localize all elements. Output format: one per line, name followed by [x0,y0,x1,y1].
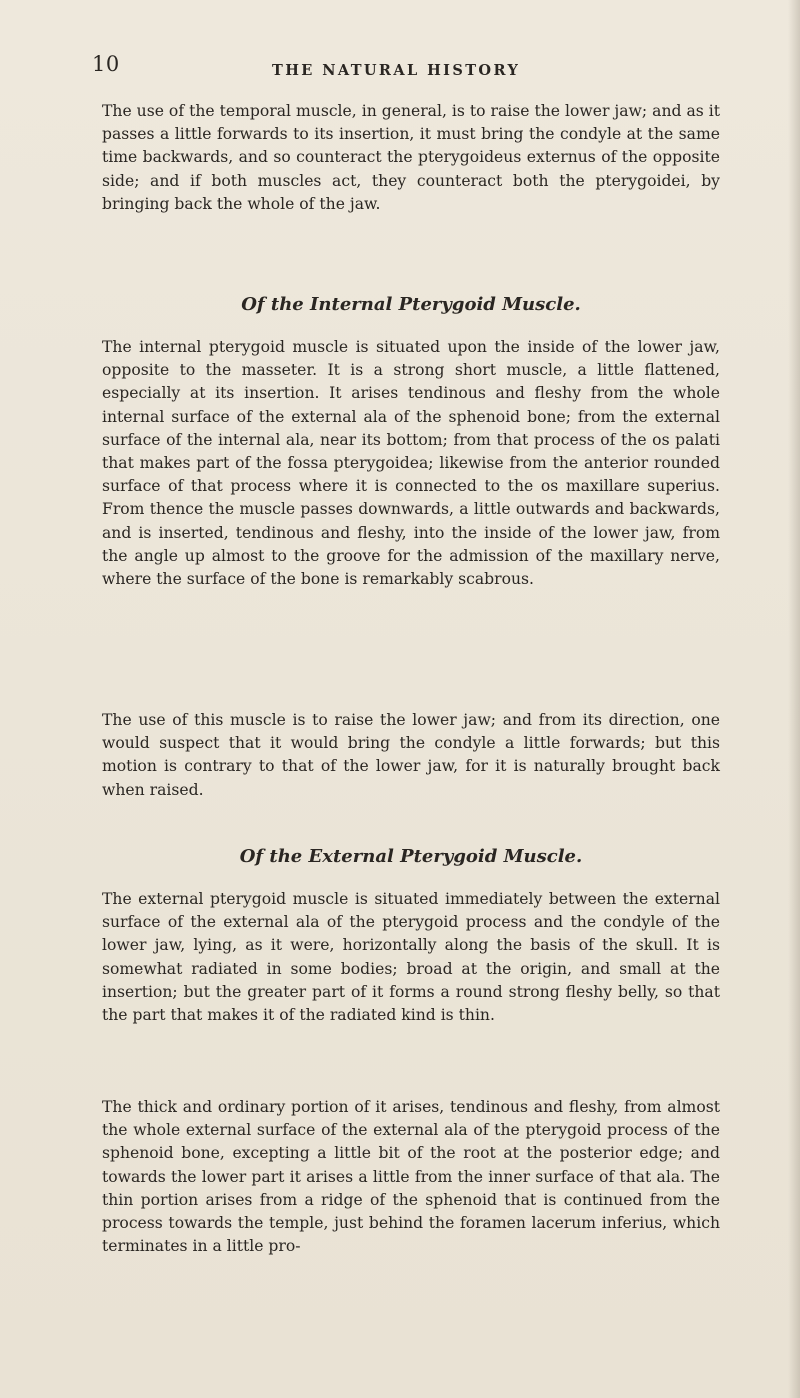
page-edge-shadow [788,0,800,1398]
running-title: THE NATURAL HISTORY [272,62,521,79]
page-header [92,52,732,82]
heading-external-pterygoid: Of the External Pterygoid Muscle. [239,846,583,867]
page-number: 10 [92,52,120,76]
paragraph-internal-description: The internal pterygoid muscle is situated upon the inside of the lower jaw, opposite to the masseter. It is a strong short muscle, a little flattened, especially at its insertion. It arises tendinous and fleshy from the whole internal surface of the external ala of the sphenoid bone; from the external surface of the internal ala, near its bottom; from that process of the os palati that makes part of the fossa pterygoidea; likewise from the anterior rounded surface of that process where it is connected to the os maxillare superius. From thence the muscle passes downwards, a little outwards and backwards, and is inserted, tendinous and fleshy, into the inside of the lower jaw, from the angle up almost to the groove for the admission of the maxillary nerve, where the surface of the bone is remarkably scabrous. [102,338,720,589]
paragraph-internal-use: The use of this muscle is to raise the lower jaw; and from its direction, one would suspect that it would bring the condyle a little forwards; but this motion is contrary to that of the lower jaw, for it is naturally brought back when raised. [102,711,720,799]
paragraph-external-description: The external pterygoid muscle is situated immediately between the external surface of the external ala of the pterygoid process and the condyle of the lower jaw, lying, as it were, horizontally along the basis of the skull. It is somewhat radiated in some bodies; broad at the origin, and small at the insertion; but the greater part of it forms a round strong fleshy belly, so that the part that makes it of the radiated kind is thin. [102,890,720,1025]
paragraph-temporal-use: The use of the temporal muscle, in general, is to raise the lower jaw; and as it passes a little forwards to its insertion, it must bring the condyle at the same time backwards, and so counteract the pterygoideus externus of the opposite side; and if both muscles act, they counteract both the pterygoidei, by bringing back the whole of the jaw. [102,102,720,213]
paragraph-external-origin: The thick and ordinary portion of it arises, tendinous and fleshy, from almost the whole external surface of the external ala of the pterygoid process of the sphenoid bone, excepting a little bit of the root at the posterior edge; and towards the lower part it arises a little from the inner surface of that ala. The thin portion arises from a ridge of the sphenoid that is continued from the process towards the temple, just behind the foramen lacerum inferius, which terminates in a little pro- [102,1098,720,1256]
heading-internal-pterygoid: Of the Internal Pterygoid Muscle. [241,294,581,315]
